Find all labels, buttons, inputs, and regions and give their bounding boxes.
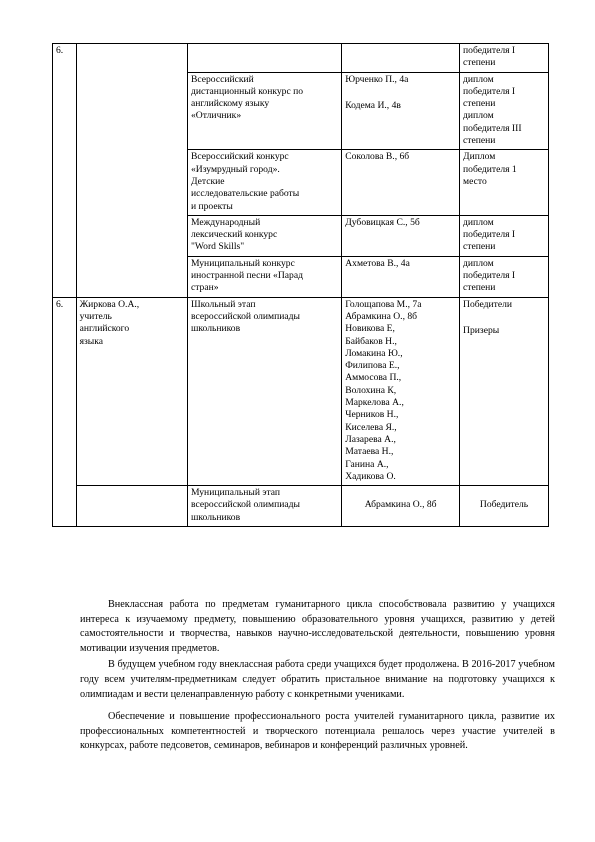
event-participants: Дубовицкая С., 5б <box>342 215 460 256</box>
awards-table <box>52 43 549 527</box>
event-name: Всероссийский конкурс «Изумрудный город». Детские исследовательские работы и проекты <box>187 150 341 215</box>
event-results: Победители Призеры <box>460 297 549 485</box>
event-results: диплом победителя I степени <box>460 215 549 256</box>
row-number: 6. <box>53 297 77 526</box>
paragraph: Внеклассная работа по предметам гуманитарного цикла способствовала развитию у учащихся интереса к изучаемому предмету, повышению образовательного уровня учащихся, развитию у детей самостоятельности и творчества, навыков научно-исследовательской деятельности, повышению уровня мотивации изучения предметов. <box>80 599 555 654</box>
event-results: Диплом победителя 1 место <box>460 150 549 215</box>
event-participants: Юрченко П., 4а Кодема И., 4в <box>342 72 460 150</box>
teacher-cell: Жиркова О.А., учитель английского языка <box>76 297 187 485</box>
row-number: 6. <box>53 44 77 298</box>
paragraph: Обеспечение и повышение профессионального роста учителей гуманитарного цикла, развитие их профессиональных компетентностей и творческого потенциала решалось через участие учителей в конкурсах, работе педсоветов, семинаров, вебинаров и конференций различных уровней. <box>80 711 555 752</box>
event-results: диплом победителя I степени <box>460 256 549 297</box>
event-participants <box>342 44 460 73</box>
event-participants: Голощапова М., 7а Абрамкина О., 8б Новикова Е, Байбаков Н., Ломакина Ю., Филипова Е., Аммосова П., Волохина К, Маркелова А., Черников Н., Киселева Я., Лазарева А., Матаева Н., Ганина А., Хадикова О. <box>342 297 460 485</box>
teacher-cell <box>76 486 187 527</box>
event-participants: Ахметова В., 4а <box>342 256 460 297</box>
event-participants: Абрамкина О., 8б <box>342 486 460 527</box>
event-results: Победитель <box>460 486 549 527</box>
event-name: Школьный этап всероссийской олимпиады школьников <box>187 297 341 485</box>
table-row <box>53 44 549 73</box>
event-name: Всероссийский дистанционный конкурс по английскому языку «Отличник» <box>187 72 341 150</box>
summary-text <box>80 598 555 756</box>
event-name: Муниципальный этап всероссийской олимпиады школьников <box>187 486 341 527</box>
table-row <box>53 486 549 527</box>
event-results: диплом победителя I степени диплом победителя III степени <box>460 72 549 150</box>
table-row <box>53 297 549 485</box>
event-results: победителя I степени <box>460 44 549 73</box>
event-name: Муниципальный конкурс иностранной песни «Парад стран» <box>187 256 341 297</box>
event-name: Международный лексический конкурс "Word Skills" <box>187 215 341 256</box>
teacher-cell <box>76 44 187 298</box>
paragraph: В будущем учебном году внеклассная работа среди учащихся будет продолжена. В 2016-2017 учебном году всем учителям-предметникам следует обратить пристальное внимание на подготовку учащихся к олимпиадам и вести целенаправленную работу с конкретными учениками. <box>80 659 555 700</box>
event-participants: Соколова В., 6б <box>342 150 460 215</box>
event-name <box>187 44 341 73</box>
